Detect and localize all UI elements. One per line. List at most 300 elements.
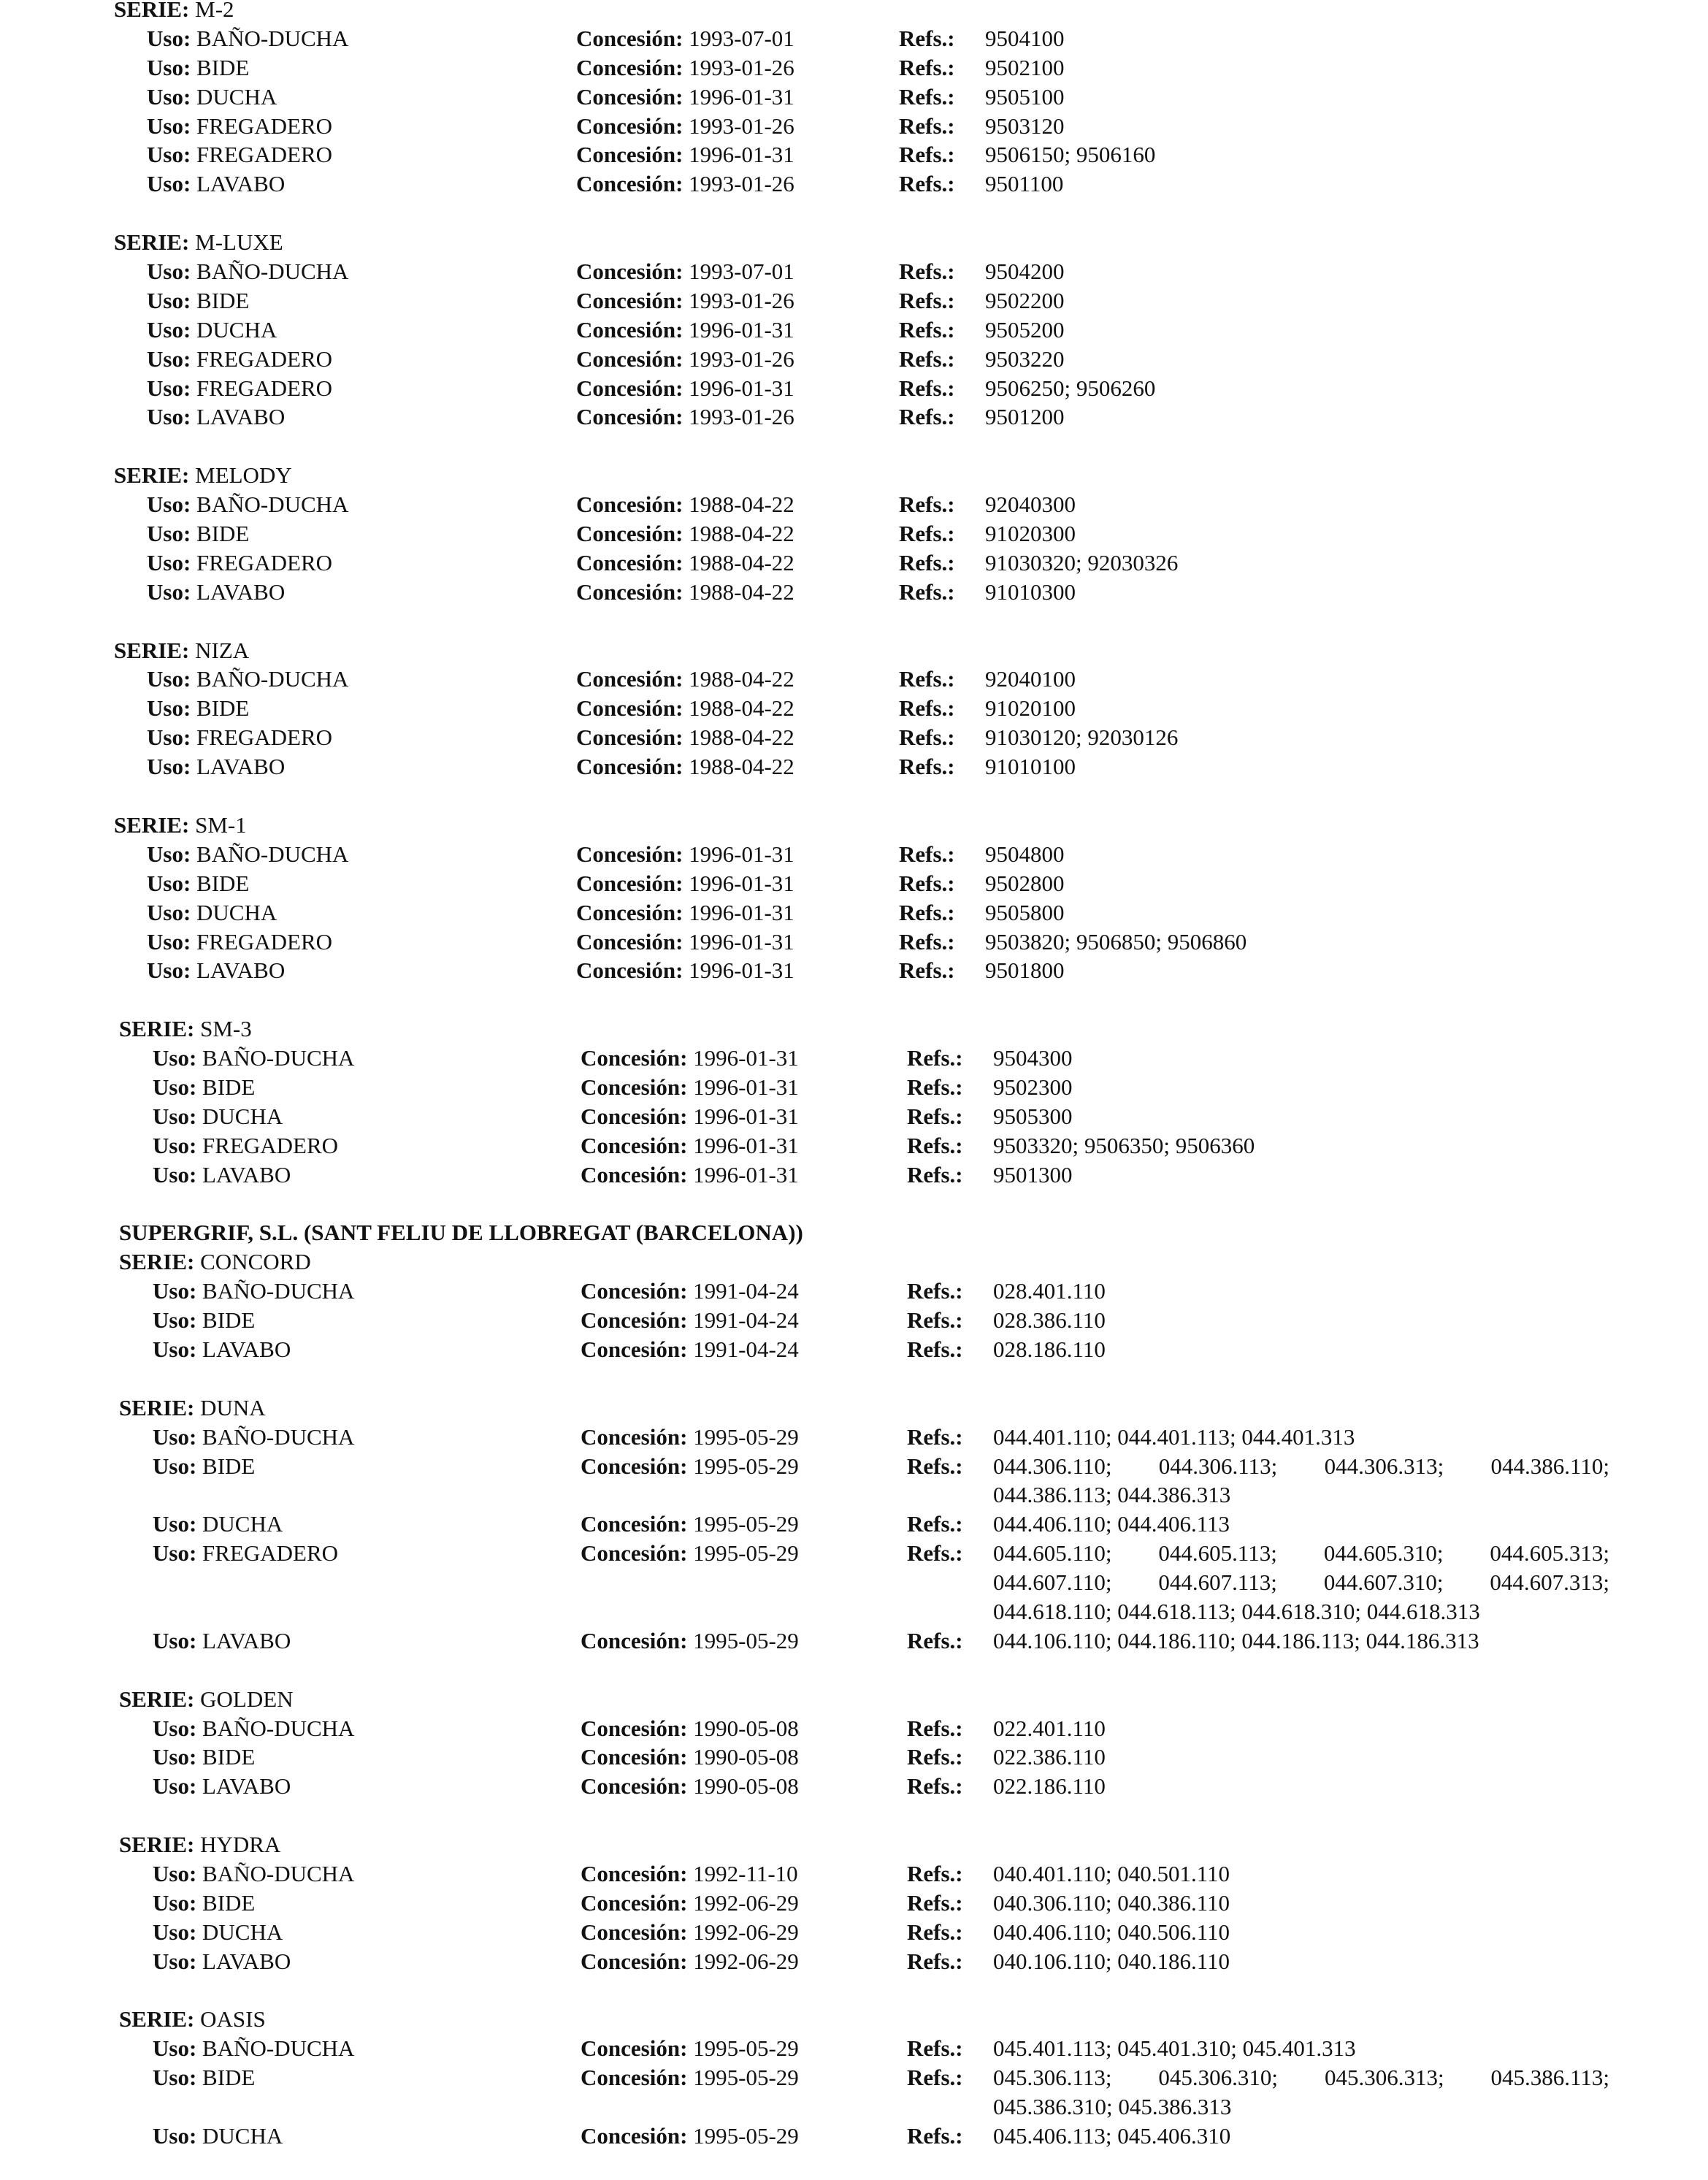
uso-label: Uso: — [147, 957, 191, 984]
refs-label: Refs.: — [907, 1336, 963, 1362]
uso-label: Uso: — [153, 1423, 197, 1450]
concesion-field — [581, 1306, 799, 1335]
refs-value: 045.401.113; 045.401.310; 045.401.313 — [993, 2035, 1356, 2062]
concesion-field — [581, 1160, 799, 1190]
uso-row — [0, 1772, 1708, 1801]
uso-row — [0, 24, 1708, 53]
concesion-field — [576, 257, 794, 286]
uso-row — [0, 1714, 1708, 1743]
refs-continuation — [0, 2092, 1708, 2122]
uso-value: BAÑO-DUCHA — [196, 25, 349, 51]
uso-row — [0, 112, 1708, 141]
uso-row — [0, 898, 1708, 928]
uso-row — [0, 1044, 1708, 1073]
serie-header — [0, 461, 1708, 490]
concesion-date: 1993-01-26 — [689, 171, 794, 197]
uso-label: Uso: — [153, 2065, 197, 2091]
uso-field — [153, 1626, 291, 1656]
uso-field — [147, 752, 285, 781]
uso-row — [0, 1306, 1708, 1335]
refs-continuation — [0, 1597, 1708, 1626]
concesion-label: Concesión: — [576, 171, 683, 197]
refs-label: Refs.: — [907, 1453, 963, 1479]
refs-label: Refs.: — [899, 404, 955, 430]
uso-value: LAVABO — [196, 754, 286, 780]
uso-row — [0, 345, 1708, 374]
concesion-field — [581, 1102, 799, 1131]
concesion-label: Concesión: — [576, 345, 683, 372]
company-name: SUPERGRIF, S.L. (SANT FELIU DE LLOBREGAT (BARCELONA)) — [119, 1220, 803, 1246]
concesion-label: Concesión: — [576, 142, 683, 168]
refs-value: 040.106.110; 040.186.110 — [993, 1948, 1230, 1974]
refs-value: 9505300 — [993, 1103, 1073, 1129]
uso-label: Uso: — [147, 259, 191, 285]
serie-label: SERIE: — [114, 229, 190, 256]
uso-field — [153, 1073, 255, 1102]
uso-field — [153, 1918, 283, 1947]
uso-value: DUCHA — [196, 899, 277, 925]
concesion-date: 1991-04-24 — [693, 1307, 799, 1334]
refs-continuation — [0, 1480, 1708, 1510]
uso-label: Uso: — [153, 2035, 197, 2062]
uso-value: BAÑO-DUCHA — [202, 1423, 355, 1450]
uso-value: BAÑO-DUCHA — [202, 2035, 355, 2062]
uso-value: LAVABO — [196, 171, 286, 197]
concesion-field — [581, 2122, 799, 2151]
concesion-label: Concesión: — [576, 259, 683, 285]
concesion-label: Concesión: — [576, 112, 683, 139]
uso-row — [0, 519, 1708, 548]
refs-label: Refs.: — [899, 928, 955, 955]
uso-value: LAVABO — [196, 578, 286, 605]
serie-title — [119, 1247, 311, 1277]
uso-field — [147, 345, 332, 374]
uso-value: FREGADERO — [196, 142, 333, 168]
concesion-date: 1995-05-29 — [693, 2065, 799, 2091]
uso-row — [0, 374, 1708, 403]
concesion-field — [576, 83, 794, 112]
serie-label: SERIE: — [114, 462, 190, 489]
refs-label: Refs.: — [907, 1540, 963, 1567]
uso-value: FREGADERO — [196, 345, 333, 372]
refs-label: Refs.: — [907, 2035, 963, 2062]
uso-value: BIDE — [196, 54, 250, 80]
uso-field — [147, 928, 332, 957]
concesion-field — [576, 840, 794, 869]
uso-value: BAÑO-DUCHA — [202, 1715, 355, 1741]
concesion-date: 1988-04-22 — [689, 578, 794, 605]
uso-label: Uso: — [153, 1715, 197, 1741]
refs-value: 045.406.113; 045.406.310 — [993, 2123, 1231, 2149]
refs-value: 9501100 — [985, 171, 1064, 197]
uso-value: FREGADERO — [202, 1132, 339, 1158]
uso-label: Uso: — [153, 1278, 197, 1304]
uso-label: Uso: — [153, 1919, 197, 1945]
concesion-label: Concesión: — [576, 54, 683, 80]
uso-value: FREGADERO — [196, 112, 333, 139]
serie-name: GOLDEN — [200, 1686, 294, 1712]
concesion-date: 1993-01-26 — [689, 112, 794, 139]
concesion-label: Concesión: — [581, 1715, 688, 1741]
uso-value: LAVABO — [196, 404, 286, 430]
uso-label: Uso: — [153, 1744, 197, 1770]
uso-row — [0, 578, 1708, 607]
uso-label: Uso: — [153, 1948, 197, 1974]
refs-label: Refs.: — [899, 112, 955, 139]
concesion-field — [576, 169, 794, 199]
concesion-label: Concesión: — [576, 724, 683, 751]
concesion-label: Concesión: — [581, 1132, 688, 1158]
uso-value: LAVABO — [196, 957, 286, 984]
serie-label: SERIE: — [114, 637, 190, 663]
concesion-field — [576, 548, 794, 578]
uso-row — [0, 1626, 1708, 1656]
refs-value: 9504300 — [993, 1045, 1073, 1071]
serie-label: SERIE: — [119, 1686, 195, 1712]
concesion-date: 1993-01-26 — [689, 404, 794, 430]
serie-name: M-LUXE — [195, 229, 283, 256]
uso-row — [0, 665, 1708, 694]
uso-field — [147, 869, 249, 898]
concesion-field — [576, 956, 794, 985]
uso-field — [147, 723, 332, 752]
concesion-date: 1996-01-31 — [693, 1045, 799, 1071]
uso-value: BIDE — [196, 521, 250, 547]
concesion-label: Concesión: — [576, 375, 683, 401]
refs-value: 9505800 — [985, 899, 1065, 925]
uso-field — [153, 1131, 338, 1160]
uso-label: Uso: — [147, 724, 191, 751]
refs-value: 044.406.110; 044.406.113 — [993, 1511, 1230, 1537]
refs-value: 044.605.110; 044.605.113; 044.605.310; 044.605.313; — [993, 1540, 1609, 1567]
refs-label: Refs.: — [907, 2065, 963, 2091]
uso-row — [0, 1160, 1708, 1190]
uso-value: DUCHA — [196, 83, 277, 110]
serie-name: OASIS — [200, 2006, 266, 2032]
uso-value: BIDE — [196, 870, 250, 896]
concesion-field — [581, 1044, 799, 1073]
uso-row — [0, 869, 1708, 898]
refs-label: Refs.: — [907, 1773, 963, 1800]
concesion-label: Concesión: — [576, 25, 683, 51]
serie-section — [0, 811, 1708, 985]
uso-row — [0, 490, 1708, 519]
uso-label: Uso: — [153, 1453, 197, 1479]
refs-label: Refs.: — [907, 1278, 963, 1304]
uso-label: Uso: — [147, 171, 191, 197]
concesion-label: Concesión: — [581, 1919, 688, 1945]
concesion-date: 1990-05-08 — [693, 1744, 799, 1770]
uso-row — [0, 1423, 1708, 1452]
uso-row — [0, 1073, 1708, 1102]
uso-field — [153, 1714, 354, 1743]
uso-row — [0, 723, 1708, 752]
uso-label: Uso: — [153, 1336, 197, 1362]
uso-field — [147, 519, 249, 548]
uso-field — [147, 548, 332, 578]
refs-label: Refs.: — [907, 1074, 963, 1100]
concesion-date: 1992-06-29 — [693, 1889, 799, 1916]
uso-value: DUCHA — [202, 2123, 283, 2149]
concesion-field — [581, 1539, 799, 1568]
refs-value: 9506250; 9506260 — [985, 375, 1156, 401]
concesion-date: 1996-01-31 — [693, 1132, 799, 1158]
uso-label: Uso: — [147, 578, 191, 605]
concesion-date: 1995-05-29 — [693, 1540, 799, 1567]
refs-label: Refs.: — [899, 83, 955, 110]
concesion-field — [576, 140, 794, 169]
concesion-date: 1995-05-29 — [693, 2123, 799, 2149]
concesion-field — [581, 1772, 799, 1801]
refs-value: 022.186.110 — [993, 1773, 1106, 1800]
uso-label: Uso: — [147, 316, 191, 343]
concesion-date: 1996-01-31 — [689, 899, 794, 925]
uso-label: Uso: — [147, 404, 191, 430]
concesion-date: 1992-06-29 — [693, 1948, 799, 1974]
uso-field — [153, 1772, 291, 1801]
refs-value: 044.607.110; 044.607.113; 044.607.310; 044.607.313; — [993, 1569, 1609, 1596]
refs-label: Refs.: — [899, 54, 955, 80]
refs-value: 045.306.113; 045.306.310; 045.306.313; 045.386.113; — [993, 2065, 1609, 2091]
refs-value: 9502100 — [985, 54, 1065, 80]
uso-field — [147, 286, 249, 315]
refs-label: Refs.: — [899, 754, 955, 780]
refs-value: 028.401.110 — [993, 1278, 1106, 1304]
concesion-field — [576, 286, 794, 315]
serie-section — [0, 1393, 1708, 1656]
uso-field — [147, 956, 285, 985]
uso-label: Uso: — [147, 899, 191, 925]
uso-value: DUCHA — [196, 316, 277, 343]
uso-field — [153, 2122, 283, 2151]
refs-value: 9502300 — [993, 1074, 1073, 1100]
refs-label: Refs.: — [907, 1132, 963, 1158]
uso-field — [153, 1859, 354, 1889]
concesion-date: 1996-01-31 — [693, 1074, 799, 1100]
concesion-label: Concesión: — [581, 1948, 688, 1974]
refs-label: Refs.: — [899, 578, 955, 605]
uso-field — [147, 140, 332, 169]
concesion-field — [576, 490, 794, 519]
refs-continuation — [0, 1568, 1708, 1597]
uso-row — [0, 1510, 1708, 1539]
refs-value: 9503820; 9506850; 9506860 — [985, 928, 1247, 955]
concesion-date: 1996-01-31 — [693, 1161, 799, 1187]
uso-field — [147, 24, 348, 53]
uso-row — [0, 1131, 1708, 1160]
uso-label: Uso: — [153, 1861, 197, 1886]
concesion-date: 1991-04-24 — [693, 1278, 799, 1304]
concesion-date: 1993-07-01 — [689, 259, 794, 285]
refs-value: 91010300 — [985, 578, 1076, 605]
concesion-label: Concesión: — [581, 1627, 688, 1653]
serie-name: MELODY — [195, 462, 292, 489]
concesion-field — [576, 665, 794, 694]
concesion-date: 1988-04-22 — [689, 724, 794, 751]
concesion-field — [581, 1277, 799, 1306]
serie-label: SERIE: — [119, 1016, 195, 1042]
concesion-date: 1991-04-24 — [693, 1336, 799, 1362]
uso-field — [147, 374, 332, 403]
concesion-label: Concesión: — [581, 1511, 688, 1537]
refs-label: Refs.: — [907, 1307, 963, 1334]
uso-label: Uso: — [147, 549, 191, 575]
concesion-date: 1988-04-22 — [689, 754, 794, 780]
uso-row — [0, 2034, 1708, 2063]
uso-field — [147, 402, 285, 432]
concesion-label: Concesión: — [576, 899, 683, 925]
serie-section — [0, 636, 1708, 781]
uso-label: Uso: — [147, 841, 191, 867]
concesion-field — [576, 928, 794, 957]
concesion-field — [576, 869, 794, 898]
concesion-field — [576, 53, 794, 83]
concesion-label: Concesión: — [576, 666, 683, 692]
refs-label: Refs.: — [907, 1948, 963, 1974]
refs-value: 044.306.110; 044.306.113; 044.306.313; 044.386.110; — [993, 1453, 1609, 1479]
refs-label: Refs.: — [899, 841, 955, 867]
concesion-date: 1990-05-08 — [693, 1715, 799, 1741]
uso-label: Uso: — [153, 1773, 197, 1800]
concesion-field — [581, 1423, 799, 1452]
concesion-label: Concesión: — [576, 404, 683, 430]
uso-value: DUCHA — [202, 1919, 283, 1945]
refs-value: 044.386.113; 044.386.313 — [993, 1482, 1231, 1508]
concesion-date: 1993-01-26 — [689, 287, 794, 313]
concesion-label: Concesión: — [581, 1453, 688, 1479]
refs-value: 022.386.110 — [993, 1744, 1106, 1770]
serie-title — [114, 0, 234, 24]
refs-label: Refs.: — [907, 1889, 963, 1916]
uso-label: Uso: — [153, 2123, 197, 2149]
refs-label: Refs.: — [899, 259, 955, 285]
refs-label: Refs.: — [899, 899, 955, 925]
serie-title — [114, 811, 247, 840]
serie-header — [0, 1247, 1708, 1277]
uso-row — [0, 1277, 1708, 1306]
uso-label: Uso: — [147, 521, 191, 547]
concesion-date: 1995-05-29 — [693, 1453, 799, 1479]
uso-label: Uso: — [147, 83, 191, 110]
concesion-date: 1996-01-31 — [689, 957, 794, 984]
concesion-field — [576, 315, 794, 345]
uso-value: FREGADERO — [196, 724, 333, 751]
serie-header — [0, 2005, 1708, 2034]
uso-field — [147, 112, 332, 141]
uso-field — [147, 315, 277, 345]
uso-value: FREGADERO — [202, 1540, 339, 1567]
uso-value: BAÑO-DUCHA — [202, 1278, 355, 1304]
refs-value: 9505100 — [985, 83, 1065, 110]
refs-label: Refs.: — [907, 1715, 963, 1741]
concesion-date: 1988-04-22 — [689, 521, 794, 547]
concesion-field — [576, 112, 794, 141]
serie-title — [114, 636, 249, 665]
concesion-label: Concesión: — [576, 549, 683, 575]
refs-label: Refs.: — [899, 316, 955, 343]
concesion-label: Concesión: — [581, 1773, 688, 1800]
uso-value: BAÑO-DUCHA — [196, 666, 349, 692]
serie-section — [0, 0, 1708, 199]
refs-value: 9504800 — [985, 841, 1065, 867]
uso-value: LAVABO — [202, 1161, 291, 1187]
refs-label: Refs.: — [899, 957, 955, 984]
uso-field — [147, 898, 277, 928]
refs-value: 022.401.110 — [993, 1715, 1106, 1741]
concesion-date: 1996-01-31 — [689, 316, 794, 343]
serie-section — [0, 1830, 1708, 1976]
refs-label: Refs.: — [899, 345, 955, 372]
concesion-label: Concesión: — [576, 695, 683, 722]
concesion-label: Concesión: — [576, 521, 683, 547]
refs-value: 9501300 — [993, 1161, 1073, 1187]
concesion-date: 1996-01-31 — [689, 375, 794, 401]
uso-value: BAÑO-DUCHA — [202, 1861, 355, 1886]
uso-label: Uso: — [147, 695, 191, 722]
serie-header — [0, 1393, 1708, 1423]
concesion-label: Concesión: — [576, 287, 683, 313]
uso-row — [0, 694, 1708, 723]
concesion-field — [581, 1889, 799, 1918]
concesion-date: 1988-04-22 — [689, 549, 794, 575]
uso-value: LAVABO — [202, 1948, 291, 1974]
uso-label: Uso: — [147, 870, 191, 896]
uso-value: FREGADERO — [196, 375, 333, 401]
concesion-date: 1995-05-29 — [693, 1511, 799, 1537]
uso-field — [153, 1889, 255, 1918]
uso-field — [147, 169, 285, 199]
uso-row — [0, 1743, 1708, 1772]
uso-field — [153, 1335, 291, 1364]
refs-value: 044.401.110; 044.401.113; 044.401.313 — [993, 1423, 1355, 1450]
uso-field — [153, 2034, 354, 2063]
uso-label: Uso: — [147, 112, 191, 139]
concesion-date: 1992-06-29 — [693, 1919, 799, 1945]
refs-value: 9503120 — [985, 112, 1065, 139]
uso-field — [147, 257, 348, 286]
concesion-field — [581, 1918, 799, 1947]
uso-row — [0, 1947, 1708, 1976]
concesion-label: Concesión: — [576, 957, 683, 984]
uso-field — [147, 840, 348, 869]
concesion-label: Concesión: — [576, 754, 683, 780]
serie-name: CONCORD — [200, 1249, 311, 1275]
serie-label: SERIE: — [119, 2006, 195, 2032]
refs-value: 9506150; 9506160 — [985, 142, 1156, 168]
concesion-label: Concesión: — [581, 1161, 688, 1187]
uso-row — [0, 2122, 1708, 2151]
refs-label: Refs.: — [907, 2123, 963, 2149]
uso-value: BAÑO-DUCHA — [202, 1045, 355, 1071]
uso-row — [0, 1918, 1708, 1947]
concesion-field — [576, 752, 794, 781]
concesion-field — [581, 2063, 799, 2092]
concesion-label: Concesión: — [581, 1744, 688, 1770]
serie-header — [0, 811, 1708, 840]
uso-label: Uso: — [153, 1074, 197, 1100]
uso-field — [147, 665, 348, 694]
uso-field — [153, 1539, 338, 1568]
uso-label: Uso: — [147, 754, 191, 780]
refs-label: Refs.: — [907, 1423, 963, 1450]
uso-value: BIDE — [202, 1889, 256, 1916]
refs-value: 9503320; 9506350; 9506360 — [993, 1132, 1255, 1158]
refs-label: Refs.: — [899, 521, 955, 547]
uso-label: Uso: — [153, 1511, 197, 1537]
uso-label: Uso: — [153, 1627, 197, 1653]
refs-value: 91030120; 92030126 — [985, 724, 1179, 751]
uso-value: LAVABO — [202, 1627, 291, 1653]
